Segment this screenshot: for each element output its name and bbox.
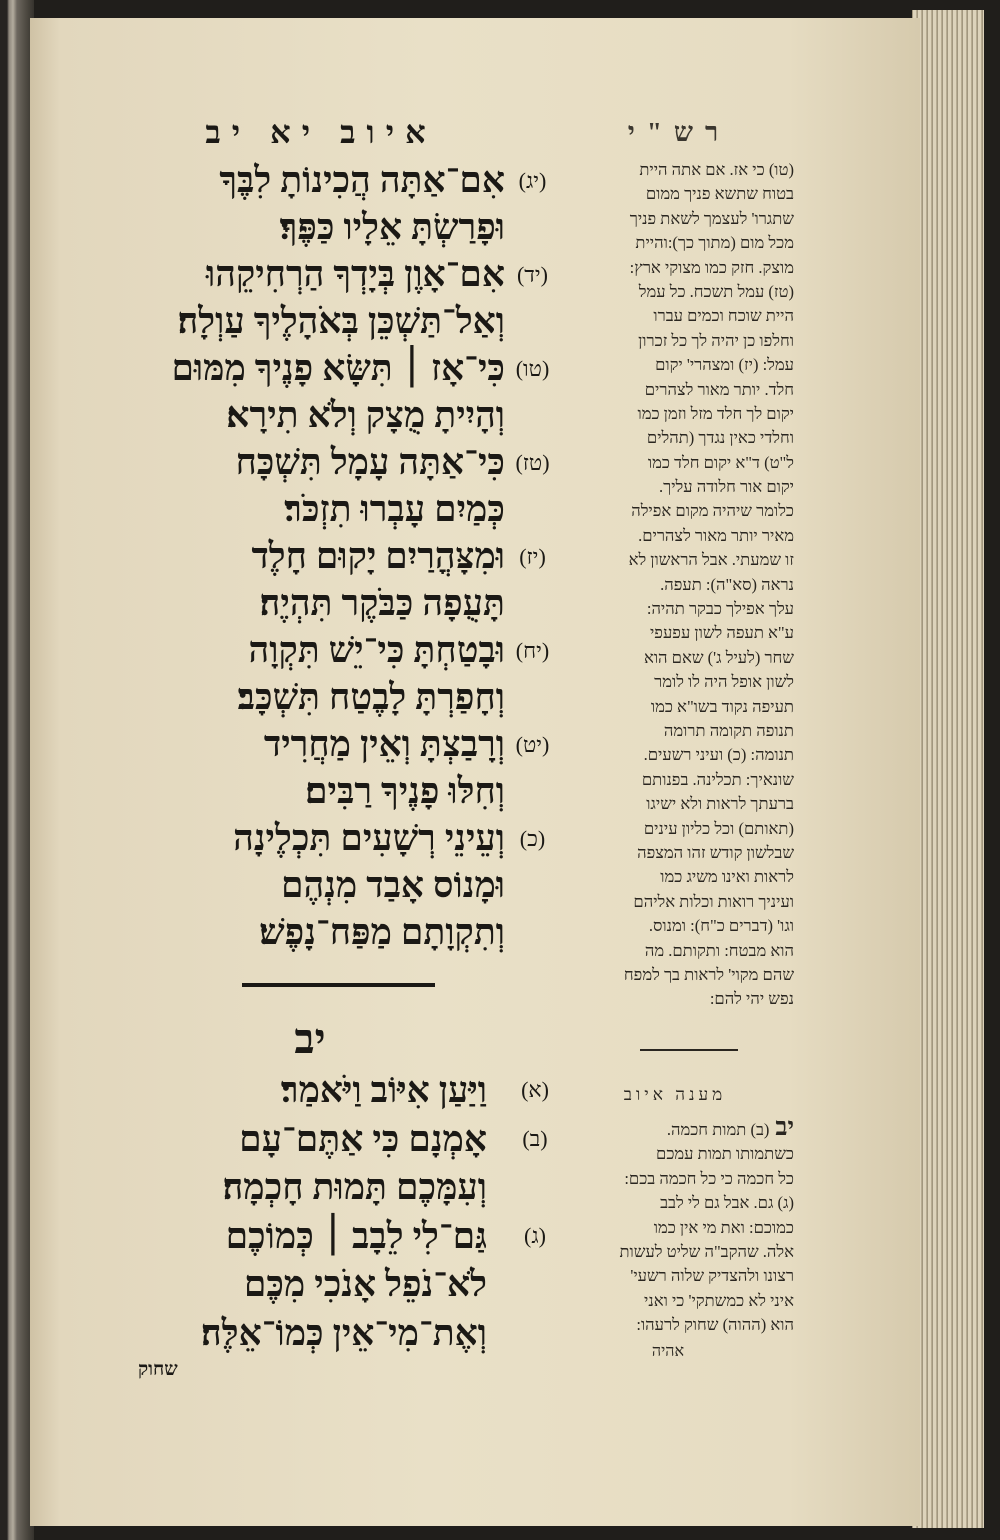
verse-11-13 (145, 157, 560, 251)
verse-text: אִם־אָוֶן בְּיָדְךָ הַרְחִיקֵהוּ (206, 254, 505, 294)
label-spacer (505, 580, 560, 627)
rashi-line: נפש יהי להם: (709, 989, 794, 1009)
rashi-line: מכל מום (מתוך כך):והיית (635, 233, 794, 253)
verse-line (145, 486, 560, 533)
verse-text: לֹא־נֹפֵל אָנֹכִי מִכֶּם (243, 1264, 487, 1304)
verse-number: (א) (521, 1077, 549, 1102)
verse-line (145, 392, 560, 439)
rashi-line: שתגרו' לעצמך לשאת פניך (629, 208, 794, 228)
rashi-divider-rule (640, 1049, 738, 1051)
verse-12-3 (145, 1212, 565, 1358)
verse-line (145, 815, 560, 862)
chapter-12-heading: יב (294, 1017, 326, 1063)
verse-line (145, 1309, 565, 1358)
rashi-line: ועיניך רואות וכלות אליהם (633, 891, 794, 911)
verse-line (145, 251, 560, 298)
label-spacer (505, 674, 560, 721)
label-spacer (505, 298, 560, 345)
rashi-line: בטוח שתשא פניך ממום (645, 184, 794, 204)
rashi-line: כמוכם: ואת מי אין כמו (653, 1217, 794, 1237)
label-spacer (505, 204, 560, 251)
rashi-line: כשתמותו תמות עמכם (656, 1144, 794, 1164)
rashi-line: שבלשון קודש זהו המצפה (637, 842, 794, 862)
rashi-line: אלה. שהקב"ה שליט לעשות (619, 1241, 794, 1261)
rashi-line: שונאיך: תכלינה. בפנותם (641, 769, 794, 789)
verse-number: (כ) (519, 826, 546, 851)
rashi-line-first (568, 1118, 794, 1142)
verse-11-20 (145, 815, 560, 956)
verse-line (145, 721, 560, 768)
verse-line (145, 768, 560, 815)
rashi-line: זו שמעתי. אבל הראשון לא (628, 550, 794, 570)
verse-text: וְעֵינֵי רְשָׁעִים תִּכְלֶינָה (233, 818, 505, 858)
rashi-chapter-12 (568, 1118, 794, 1338)
verse-number: (ג) (524, 1222, 546, 1248)
verse-line (145, 1260, 565, 1309)
rashi-line: לראות ואינו משיג כמו (660, 867, 794, 887)
verse-number: (יט) (515, 732, 550, 757)
verse-11-16 (145, 439, 560, 533)
verse-text: וּפָרַשְׂתָּ אֵלָיו כַּפֶּךָ׃ (279, 207, 505, 247)
verse-text: וּבָטַחְתָּ כִּי־יֵשׁ תִּקְוָה (248, 630, 505, 670)
label-spacer (505, 1309, 565, 1358)
verse-line (145, 345, 560, 392)
verse-line (145, 674, 560, 721)
running-header-book: איוב יא יב (205, 114, 437, 150)
rashi-section-heading: מענה איוב (623, 1085, 727, 1104)
verse-line (145, 157, 560, 204)
rashi-chapter-marker: יב (775, 1118, 794, 1141)
rashi-line: כל חכמה כי כל חכמה בכם: (624, 1168, 794, 1188)
rashi-line: חלד. יותר מאור לצהרים (644, 379, 794, 399)
rashi-line: ברעתך לראות ולא ישיגו (646, 794, 794, 814)
rashi-line: עלך אפילך כבקר תהיה: (646, 599, 794, 619)
rashi-line: ע"א תעפה לשון עפעפי (649, 623, 794, 643)
verse-11-19 (145, 721, 560, 815)
verse-12-2 (145, 1115, 565, 1212)
verse-text: וְרָבַצְתָּ וְאֵין מַחֲרִיד (263, 724, 505, 764)
verse-text: גַּם־לִי לֵבָב ׀ כְּמוֹכֶם (225, 1215, 487, 1256)
verse-text: אִם־אַתָּה הֲכִינוֹתָ לִבֶּךָ (219, 160, 505, 200)
label-spacer (505, 909, 560, 956)
verse-line (145, 862, 560, 909)
label-spacer (505, 392, 560, 439)
verse-text: וְחִלּוּ פָנֶיךָ רַבִּים׃ (305, 771, 505, 811)
verse-line (145, 298, 560, 345)
rashi-line: כלומר שיהיה מקום אפילה (631, 501, 794, 521)
rashi-line: מוצק. חזק כמו מצוקי ארץ: (629, 257, 794, 277)
rashi-line: תנופה תקומה תרומה (663, 720, 794, 740)
verse-line (145, 909, 560, 956)
verse-text: כִּי־אַתָּה עָמָל תִּשְׁכָּח (235, 442, 505, 482)
rashi-line: וחלפו כן יהיה לך כל זכרון (638, 330, 794, 350)
rashi-line: יקום לך חלד מזל וזמן כמו (637, 403, 794, 423)
verse-line (145, 1115, 565, 1164)
rashi-line: שהם מקוי' לראות בך למפח (623, 964, 794, 984)
rashi-line: לשון אופל היה לו לומר (654, 672, 794, 692)
verse-number: (יח) (515, 638, 550, 663)
verse-11-17 (145, 533, 560, 627)
verse-text: כִּי־אָז ׀ תִּשָּׂא פָנֶיךָ מִמּוּם (171, 348, 505, 388)
verse-11-14 (145, 251, 560, 345)
verse-number: (יד) (516, 262, 548, 287)
verse-text: וּמִצָּהֳרַיִם יָקוּם חָלֶד (251, 536, 505, 576)
verse-line (145, 204, 560, 251)
rashi-line: הוא (ההוה) שחוק לרעהו: (636, 1315, 794, 1335)
rashi-line-text: (ב) תמות חכמה. (666, 1120, 770, 1139)
label-spacer (505, 768, 560, 815)
rashi-line: תנומה: (כ) ועיני רשעים. (643, 745, 794, 765)
rashi-line: איני לא כמשתקי' כי ואני (644, 1290, 794, 1310)
rashi-line: שחר (לעיל ג') שאם הוא (643, 647, 794, 667)
verse-line (145, 627, 560, 674)
verse-text: וַיַּעַן אִיּוֹב וַיֹּאמַר׃ (280, 1070, 487, 1110)
rashi-line: היית שוכח וכמים עברו (653, 306, 794, 326)
running-header-commentary: רש"י (627, 117, 731, 147)
verse-line (145, 580, 560, 627)
verse-text: וְעִמָּכֶם תָּמוּת חָכְמָה׃ (222, 1167, 487, 1207)
rashi-line: תעיפה נקוד בשו"א כמו (650, 696, 794, 716)
scripture-chapter-11 (145, 157, 560, 956)
rashi-line: ל"ט) ד"א יקום חלד כמו (647, 452, 794, 472)
rashi-line: מאיר יותר מאור לצהרים. (638, 525, 794, 545)
verse-line (145, 1163, 565, 1212)
rashi-catchword: אהיה (651, 1343, 685, 1360)
rashi-line: יקום אור חלודה עליך. (658, 477, 794, 497)
verse-text: וְחָפַרְתָּ לָבֶטַח תִּשְׁכָּב׃ (237, 677, 505, 717)
rashi-line: (טז) עמל תשכח. כל עמל (638, 281, 794, 301)
rashi-chapter-11 (568, 158, 794, 1012)
verse-text: תָּעֻפָה כַּבֹּקֶר תִּהְיֶה׃ (259, 583, 505, 623)
verse-12-1 (145, 1066, 565, 1115)
verse-number: (ב) (522, 1125, 548, 1151)
scripture-chapter-12 (145, 1066, 565, 1357)
verse-line (145, 439, 560, 486)
verse-line (145, 1066, 565, 1115)
verse-text: וְאֶת־מִי־אֵין כְּמוֹ־אֵלֶּה׃ (201, 1312, 487, 1353)
rashi-line: עמל: (יז) ומצהרי' יקום (655, 355, 794, 375)
rashi-line: נראה (סא"ה): תעפה. (660, 574, 794, 594)
verse-11-15 (145, 345, 560, 439)
label-spacer (505, 486, 560, 533)
verse-number: (טז) (515, 450, 550, 475)
rashi-line: רצונו ולהצדיק שלוה רשעי' (630, 1266, 794, 1286)
scripture-catchword: שחוק (138, 1359, 178, 1380)
rashi-line: וחלדי כאין נגדך (תהלים (646, 428, 794, 448)
verse-text: וְתִקְוָתָם מַפַּח־נָפֶשׁ׃ (259, 912, 505, 952)
verse-line (145, 1212, 565, 1261)
verse-text: וּמָנוֹס אָבַד מִנְהֶם (281, 865, 505, 905)
rashi-line: (טו) כי אז. אם אתה היית (639, 160, 794, 179)
verse-11-18 (145, 627, 560, 721)
verse-number: (יג) (518, 168, 547, 193)
label-spacer (505, 1260, 565, 1309)
rashi-line: הוא מבטח: ותקותם. מה (644, 940, 794, 960)
verse-number: (יז) (519, 544, 546, 569)
previous-page-edge (0, 0, 34, 1540)
verse-line (145, 533, 560, 580)
verse-text: כְּמַיִם עָבְרוּ תִזְכֹּר׃ (284, 489, 505, 529)
verse-number: (טו) (515, 356, 550, 381)
rashi-line: וגו' (דברים כ"ח): ומנוס. (648, 916, 794, 936)
chapter-divider-rule (242, 983, 435, 987)
verse-text: אָמְנָם כִּי אַתֶּם־עָם (239, 1118, 487, 1159)
rashi-line: (ג) גם. אבל גם לי לבב (660, 1193, 794, 1213)
page-stack-lines (912, 10, 984, 1528)
rashi-line: (תאותם) וכל כליון עינים (643, 818, 794, 838)
label-spacer (505, 1163, 565, 1212)
verse-text: וְהָיִיתָ מֻצָק וְלֹא תִירָא׃ (226, 395, 505, 435)
label-spacer (505, 862, 560, 909)
verse-text: וְאַל־תַּשְׁכֵּן בְּאֹהָלֶיךָ עַוְלָה׃ (177, 301, 505, 341)
